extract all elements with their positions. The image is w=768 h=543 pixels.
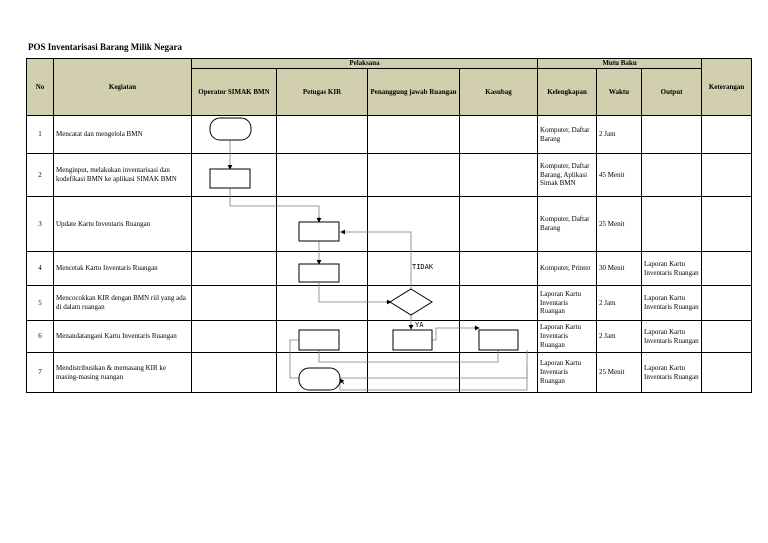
row-keterangan — [702, 321, 752, 353]
label-tidak: TIDAK — [412, 263, 434, 271]
row-kegiatan: Mencocokkan KIR dengan BMN riil yang ada di dalam ruangan — [54, 286, 192, 321]
row-no: 4 — [27, 252, 54, 286]
header-operator: Operator SIMAK BMN — [192, 69, 277, 116]
row-kegiatan: Mencetak Kartu Inventaris Ruangan — [54, 252, 192, 286]
row-output: Laporan Kartu Inventaris Ruangan — [642, 252, 702, 286]
row-output: Laporan Kartu Inventaris Ruangan — [642, 286, 702, 321]
header-keterangan: Keterangan — [702, 59, 752, 116]
row-kegiatan: Update Kartu Inventaris Ruangan — [54, 197, 192, 252]
row-no: 2 — [27, 154, 54, 197]
header-kegiatan: Kegiatan — [54, 59, 192, 116]
row-keterangan — [702, 353, 752, 393]
row-kelengkapan: Laporan Kartu Inventaris Ruangan — [538, 321, 597, 353]
table-row — [27, 286, 752, 321]
row-waktu: 25 Menit — [597, 197, 642, 252]
header-pelaksana: Pelaksana — [192, 59, 538, 69]
row-output: Laporan Kartu Inventaris Ruangan — [642, 321, 702, 353]
row-kelengkapan: Komputer, Printer — [538, 252, 597, 286]
row-kegiatan: Mendistribusikan & memasang KIR ke masing-masing ruangan — [54, 353, 192, 393]
row-waktu: 2 Jam — [597, 286, 642, 321]
header-kelengkapan: Kelengkapan — [538, 69, 597, 116]
row-output — [642, 154, 702, 197]
table-row — [27, 154, 752, 197]
row-keterangan — [702, 286, 752, 321]
row-kegiatan: Menginput, melakukan inventarisasi dan kodefikasi BMN ke aplikasi SIMAK BMN — [54, 154, 192, 197]
header-mutu-baku: Mutu Baku — [538, 59, 702, 69]
row-output: Laporan Kartu Inventaris Ruangan — [642, 353, 702, 393]
row-no: 3 — [27, 197, 54, 252]
page-title: POS Inventarisasi Barang Milik Negara — [28, 42, 183, 52]
row-kelengkapan: Komputer, Daftar Barang, Aplikasi Simak BMN — [538, 154, 597, 197]
header-kasubag: Kasubag — [460, 69, 538, 116]
row-no: 7 — [27, 353, 54, 393]
row-kelengkapan: Komputer, Daftar Barang — [538, 197, 597, 252]
row-waktu: 30 Menit — [597, 252, 642, 286]
table-row — [27, 252, 752, 286]
label-ya: YA — [415, 321, 424, 329]
row-kegiatan: Mencatat dan mengelola BMN — [54, 116, 192, 154]
row-keterangan — [702, 252, 752, 286]
row-kelengkapan: Laporan Kartu Inventaris Ruangan — [538, 353, 597, 393]
row-waktu: 2 Jam — [597, 321, 642, 353]
header-petugas-kir: Petugas KIR — [277, 69, 368, 116]
row-waktu: 25 Menit — [597, 353, 642, 393]
table-row — [27, 197, 752, 252]
row-no: 6 — [27, 321, 54, 353]
row-output — [642, 197, 702, 252]
row-kegiatan: Menandatangani Kartu Inventaris Ruangan — [54, 321, 192, 353]
header-waktu: Waktu — [597, 69, 642, 116]
row-no: 5 — [27, 286, 54, 321]
row-kelengkapan: Komputer, Daftar Barang — [538, 116, 597, 154]
row-waktu: 45 Menit — [597, 154, 642, 197]
row-kelengkapan: Laporan Kartu Inventaris Ruangan — [538, 286, 597, 321]
table-row — [27, 321, 752, 353]
row-keterangan — [702, 197, 752, 252]
header-penanggung-jawab: Penanggung jawab Ruangan — [368, 69, 460, 116]
row-keterangan — [702, 116, 752, 154]
header-no: No — [27, 59, 54, 116]
row-waktu: 2 Jam — [597, 116, 642, 154]
row-output — [642, 116, 702, 154]
header-output: Output — [642, 69, 702, 116]
row-no: 1 — [27, 116, 54, 154]
sop-table — [26, 58, 752, 393]
table-row — [27, 116, 752, 154]
table-row — [27, 353, 752, 393]
row-keterangan — [702, 154, 752, 197]
